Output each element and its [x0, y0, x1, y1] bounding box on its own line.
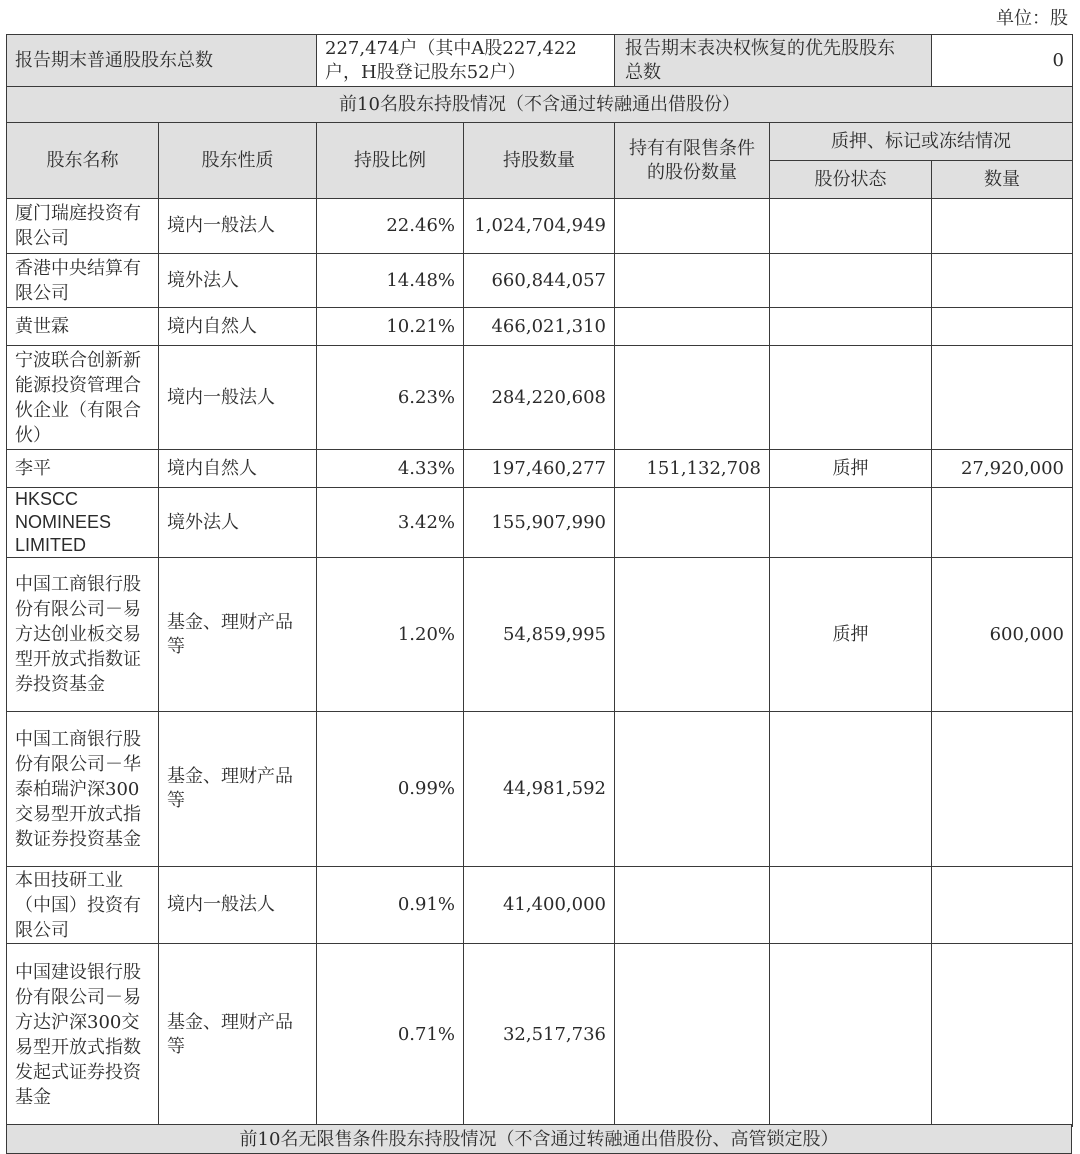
holding-quantity: 155,907,990	[464, 488, 615, 558]
holding-quantity: 1,024,704,949	[464, 199, 615, 254]
restricted-shares: 151,132,708	[615, 450, 770, 488]
shareholder-name: 中国工商银行股份有限公司－易方达创业板交易型开放式指数证券投资基金	[7, 558, 159, 712]
pledge-quantity	[932, 867, 1073, 944]
shareholder-nature: 基金、理财产品等	[159, 558, 317, 712]
shareholder-nature: 境外法人	[159, 254, 317, 308]
shareholder-nature: 基金、理财产品等	[159, 944, 317, 1127]
header-pledge-status: 股份状态	[770, 161, 932, 199]
holding-ratio: 0.91%	[317, 867, 464, 944]
pledge-status	[770, 199, 932, 254]
holding-quantity: 41,400,000	[464, 867, 615, 944]
restricted-shares	[615, 254, 770, 308]
shareholder-nature: 境内一般法人	[159, 867, 317, 944]
shareholder-name: 黄世霖	[7, 308, 159, 346]
pledge-quantity: 27,920,000	[932, 450, 1073, 488]
pledge-status	[770, 346, 932, 450]
holding-quantity: 466,021,310	[464, 308, 615, 346]
shareholder-nature: 境内自然人	[159, 308, 317, 346]
table-body	[7, 199, 1073, 1127]
holding-ratio: 10.21%	[317, 308, 464, 346]
header-restricted: 持有有限售条件的股份数量	[615, 123, 770, 199]
holding-quantity: 44,981,592	[464, 712, 615, 867]
pledge-status: 质押	[770, 450, 932, 488]
holding-ratio: 6.23%	[317, 346, 464, 450]
table-row	[7, 488, 1073, 558]
header-quantity: 持股数量	[464, 123, 615, 199]
restricted-shares	[615, 712, 770, 867]
shareholder-name: HKSCC NOMINEES LIMITED	[7, 488, 159, 558]
holding-quantity: 284,220,608	[464, 346, 615, 450]
holding-ratio: 4.33%	[317, 450, 464, 488]
next-section-title: 前10名无限售条件股东持股情况（不含通过转融通出借股份、高管锁定股）	[6, 1124, 1072, 1154]
pledge-status	[770, 867, 932, 944]
holding-ratio: 0.71%	[317, 944, 464, 1127]
holding-ratio: 14.48%	[317, 254, 464, 308]
holding-ratio: 22.46%	[317, 199, 464, 254]
header-nature: 股东性质	[159, 123, 317, 199]
restricted-shares	[615, 308, 770, 346]
holding-quantity: 660,844,057	[464, 254, 615, 308]
header-pledge-qty: 数量	[932, 161, 1073, 199]
pledge-quantity	[932, 254, 1073, 308]
holding-quantity: 197,460,277	[464, 450, 615, 488]
pledge-status: 质押	[770, 558, 932, 712]
shareholder-name: 李平	[7, 450, 159, 488]
pledge-quantity	[932, 346, 1073, 450]
holding-ratio: 1.20%	[317, 558, 464, 712]
section-title-row	[7, 87, 1073, 123]
table-row	[7, 867, 1073, 944]
restricted-shares	[615, 199, 770, 254]
header-ratio: 持股比例	[317, 123, 464, 199]
header-row-1	[7, 123, 1073, 161]
pledge-quantity	[932, 199, 1073, 254]
shareholder-name: 宁波联合创新新能源投资管理合伙企业（有限合伙）	[7, 346, 159, 450]
restricted-shares	[615, 346, 770, 450]
pledge-quantity	[932, 712, 1073, 867]
pledge-quantity: 600,000	[932, 558, 1073, 712]
restricted-shares	[615, 488, 770, 558]
holding-ratio: 3.42%	[317, 488, 464, 558]
pledge-status	[770, 308, 932, 346]
total-holders-label: 报告期末普通股股东总数	[7, 35, 317, 87]
shareholder-nature: 基金、理财产品等	[159, 712, 317, 867]
preferred-holders-value: 0	[932, 35, 1073, 87]
shareholder-name: 本田技研工业（中国）投资有限公司	[7, 867, 159, 944]
shareholder-nature: 境外法人	[159, 488, 317, 558]
pledge-status	[770, 254, 932, 308]
table-row	[7, 712, 1073, 867]
section-title: 前10名股东持股情况（不含通过转融通出借股份）	[7, 87, 1073, 123]
pledge-quantity	[932, 488, 1073, 558]
shareholder-name: 中国工商银行股份有限公司－华泰柏瑞沪深300交易型开放式指数证券投资基金	[7, 712, 159, 867]
restricted-shares	[615, 867, 770, 944]
table-row	[7, 308, 1073, 346]
table-row	[7, 346, 1073, 450]
preferred-holders-label: 报告期末表决权恢复的优先股股东总数	[615, 35, 932, 87]
pledge-quantity	[932, 944, 1073, 1127]
restricted-shares	[615, 944, 770, 1127]
table-row	[7, 254, 1073, 308]
shareholder-nature: 境内自然人	[159, 450, 317, 488]
table-row	[7, 944, 1073, 1127]
restricted-shares	[615, 558, 770, 712]
shareholder-nature: 境内一般法人	[159, 346, 317, 450]
shareholder-name: 香港中央结算有限公司	[7, 254, 159, 308]
table-row	[7, 450, 1073, 488]
shareholder-name: 厦门瑞庭投资有限公司	[7, 199, 159, 254]
unit-label: 单位：股	[996, 8, 1068, 29]
pledge-quantity	[932, 308, 1073, 346]
holding-ratio: 0.99%	[317, 712, 464, 867]
pledge-status	[770, 712, 932, 867]
header-pledge-group: 质押、标记或冻结情况	[770, 123, 1073, 161]
table-row	[7, 199, 1073, 254]
holding-quantity: 54,859,995	[464, 558, 615, 712]
total-holders-value: 227,474户（其中A股227,422户，H股登记股东52户）	[317, 35, 615, 87]
shareholder-nature: 境内一般法人	[159, 199, 317, 254]
table-row	[7, 558, 1073, 712]
shareholder-name: 中国建设银行股份有限公司－易方达沪深300交易型开放式指数发起式证券投资基金	[7, 944, 159, 1127]
holding-quantity: 32,517,736	[464, 944, 615, 1127]
pledge-status	[770, 488, 932, 558]
shareholder-table	[6, 34, 1073, 1127]
pledge-status	[770, 944, 932, 1127]
summary-row	[7, 35, 1073, 87]
header-name: 股东名称	[7, 123, 159, 199]
